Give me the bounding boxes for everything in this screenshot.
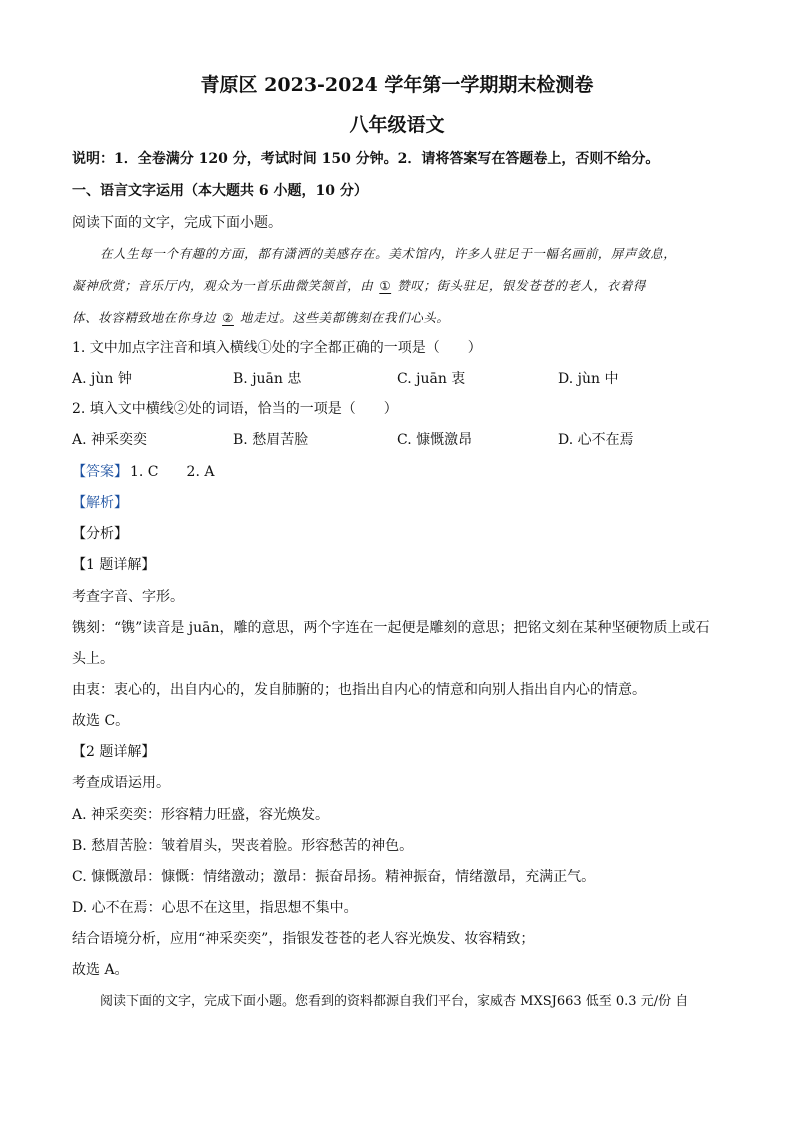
q2-option-a: A. 神采奕奕	[72, 432, 148, 448]
analysis-tag: 【解析】	[72, 495, 128, 511]
detail-2-line-1: 考查成语运用。	[72, 775, 170, 791]
q1-option-b: B. juān 忠	[233, 371, 302, 387]
passage-line-2: 凝神欣赏；音乐厅内，观众为一首乐曲微笑颔首，由 ① 赞叹；街头驻足，银发苍苍的老人，衣着得	[72, 278, 647, 293]
q1-option-a: A. jùn 钟	[72, 371, 132, 387]
section-heading: 一、语言文字运用（本大题共 6 小题，10 分）	[72, 183, 368, 199]
detail-2-line-2: A. 神采奕奕：形容精力旺盛，容光焕发。	[72, 807, 330, 823]
detail-1-line-2: 镌刻：“镌”读音是 juān，雕的意思，两个字连在一起便是雕刻的意思；把铭文刻在某种坚硬物质上或石	[72, 620, 710, 636]
detail-1-tag: 【1 题详解】	[72, 557, 156, 573]
answer-tag: 【答案】	[72, 464, 128, 480]
blank-2: ②	[222, 310, 234, 325]
passage-line-1: 在人生每一个有趣的方面，都有潇洒的美感存在。美术馆内，许多人驻足于一幅名画前，屏声敛息，	[100, 246, 677, 261]
detail-2-line-4: C. 慷慨激昂：慷慨：情绪激动；激昂：振奋昂扬。精神振奋，情绪激昂，充满正气。	[72, 869, 596, 885]
page-subtitle: 八年级语文	[349, 114, 445, 136]
q1-option-c: C. juān 衷	[397, 371, 466, 387]
fenxi-tag: 【分析】	[72, 526, 128, 542]
detail-2-tag: 【2 题详解】	[72, 744, 156, 760]
question-2-stem: 2. 填入文中横线②处的词语，恰当的一项是（ ）	[72, 401, 398, 417]
instructions: 说明：1．全卷满分 120 分，考试时间 150 分钟。2．请将答案写在答题卷上，否则不给分。	[72, 151, 660, 167]
detail-2-line-6: 结合语境分析，应用“神采奕奕”，指银发苍苍的老人容光焕发、妆容精致；	[72, 931, 535, 947]
detail-1-line-1: 考查字音、字形。	[72, 589, 184, 605]
answer-line	[72, 463, 214, 481]
question-1-stem: 1. 文中加点字注音和填入横线①处的字全都正确的一项是（ ）	[72, 340, 482, 356]
detail-2-line-3: B. 愁眉苦脸：皱着眉头，哭丧着脸。形容愁苦的神色。	[72, 838, 414, 854]
detail-1-line-3: 头上。	[72, 651, 114, 667]
answer-1: 1. C	[130, 464, 159, 480]
reading-intro: 阅读下面的文字，完成下面小题。	[72, 215, 282, 231]
page-title: 青原区 2023-2024 学年第一学期期末检测卷	[200, 74, 594, 96]
next-reading-intro: 阅读下面的文字，完成下面小题。您看到的资料都源自我们平台，家威杏 MXSJ663 低至 0.3 元/份 自	[100, 994, 689, 1009]
q2-option-d: D. 心不在焉	[558, 432, 634, 448]
detail-2-line-5: D. 心不在焉：心思不在这里，指思想不集中。	[72, 900, 358, 916]
answer-2: 2. A	[186, 464, 215, 480]
q2-option-b: B. 愁眉苦脸	[233, 432, 309, 448]
detail-2-line-7: 故选 A。	[72, 962, 129, 978]
detail-1-line-4: 由衷：衷心的，出自内心的，发自肺腑的；也指出自内心的情意和向别人指出自内心的情意。	[72, 682, 646, 698]
blank-1: ①	[379, 278, 392, 293]
passage-line-3: 体、妆容精致地在你身边 ② 地走过。这些美都镌刻在我们心头。	[72, 310, 450, 325]
detail-1-line-5: 故选 C。	[72, 713, 130, 729]
q2-option-c: C. 慷慨激昂	[397, 432, 473, 448]
q1-option-d: D. jùn 中	[558, 371, 619, 387]
